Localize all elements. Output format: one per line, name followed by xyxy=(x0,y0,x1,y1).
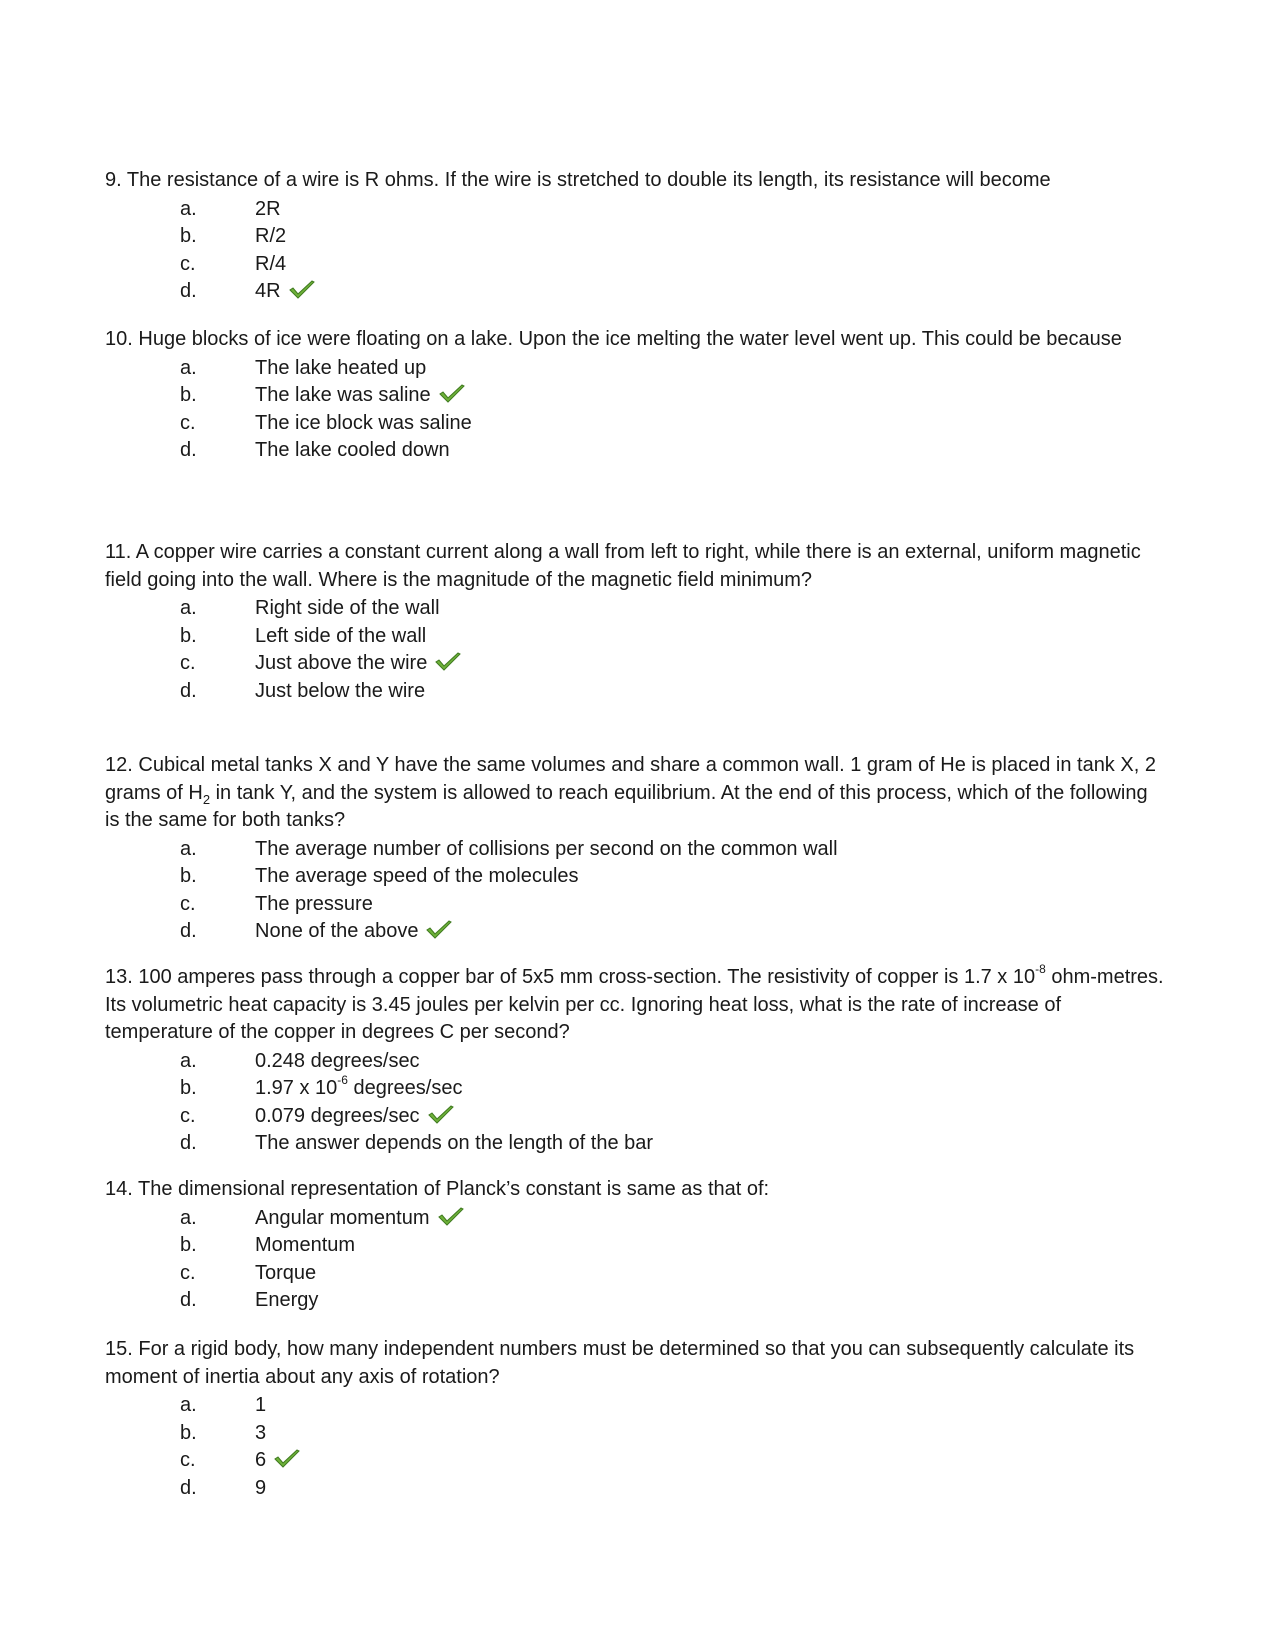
option-text: 6 xyxy=(255,1447,302,1475)
option-text: Just below the wire xyxy=(255,679,426,702)
option-text: The lake cooled down xyxy=(255,439,450,461)
option-b xyxy=(105,863,1165,891)
option-letter: c. xyxy=(180,892,196,915)
option-b xyxy=(105,1232,1165,1260)
question-12 xyxy=(105,752,1165,946)
checkmark-icon xyxy=(424,919,454,941)
option-letter: c. xyxy=(180,1104,196,1127)
question-stem: 15. For a rigid body, how many independent numbers must be determined so that you can subsequently calculate its moment of inertia about any axis of rotation? xyxy=(105,1338,1135,1388)
option-text: Energy xyxy=(255,1289,319,1311)
option-letter: c. xyxy=(180,1261,196,1284)
option-b xyxy=(105,223,1165,251)
checkmark-icon xyxy=(426,1104,456,1126)
option-text: 2R xyxy=(255,197,281,220)
option-text: 0.079 degrees/sec xyxy=(255,1103,456,1131)
option-c xyxy=(105,891,1165,919)
option-text: Torque xyxy=(255,1261,317,1284)
option-d xyxy=(105,278,1165,306)
option-text: Just above the wire xyxy=(255,650,463,678)
option-d xyxy=(105,1287,1165,1315)
option-letter: b. xyxy=(180,1234,197,1256)
option-letter: b. xyxy=(180,384,197,406)
option-c xyxy=(105,1447,1165,1475)
option-text: Right side of the wall xyxy=(255,597,440,619)
checkmark-icon xyxy=(436,1206,466,1228)
option-letter: a. xyxy=(180,597,197,619)
option-text: The average speed of the molecules xyxy=(255,865,579,887)
option-b xyxy=(105,382,1165,410)
option-text: 4R xyxy=(255,278,317,306)
option-list xyxy=(105,196,1165,306)
question-10 xyxy=(105,326,1165,465)
option-text: 3 xyxy=(255,1421,267,1444)
option-c xyxy=(105,1260,1165,1288)
option-list xyxy=(105,1392,1165,1502)
option-text: 1.97 x $10^{-6}$ degrees/sec xyxy=(255,1073,463,1099)
checkmark-icon xyxy=(287,279,317,301)
option-text: None of the above xyxy=(255,918,454,946)
option-letter: d. xyxy=(180,1132,197,1154)
option-letter: d. xyxy=(180,1289,197,1311)
question-stem: 14. The dimensional representation of Planck’s constant is same as that of: xyxy=(105,1178,770,1200)
option-list xyxy=(105,355,1165,465)
checkmark-icon xyxy=(272,1448,302,1470)
option-letter: a. xyxy=(180,1206,197,1229)
option-text: The lake was saline xyxy=(255,382,467,410)
option-c xyxy=(105,251,1165,279)
option-a xyxy=(105,1205,1165,1233)
option-letter: d. xyxy=(180,439,197,461)
option-text: The lake heated up xyxy=(255,356,427,379)
question-stem: 13. 100 amperes pass through a copper bar of 5x5 mm cross-section. The resistivity of copper is 1.7 x $10^{-8}$ ohm-metres. Its volumetric heat capacity is 3.45 joules per kelvin per cc. Ignoring heat loss, what is the rate of increase of temperature of the copper in degrees C per second? xyxy=(105,962,1164,1043)
option-letter: a. xyxy=(180,837,197,860)
option-letter: a. xyxy=(180,197,197,220)
option-text: The average number of collisions per second on the common wall xyxy=(255,837,838,860)
option-d xyxy=(105,918,1165,946)
option-letter: a. xyxy=(180,356,197,379)
option-d xyxy=(105,1130,1165,1158)
option-letter: d. xyxy=(180,679,197,702)
option-d xyxy=(105,1475,1165,1503)
option-text: Angular momentum xyxy=(255,1205,466,1233)
question-15 xyxy=(105,1336,1165,1502)
checkmark-icon xyxy=(433,651,463,673)
option-letter: b. xyxy=(180,865,197,887)
option-a xyxy=(105,1048,1165,1076)
option-letter: b. xyxy=(180,225,197,247)
option-text: R/2 xyxy=(255,225,287,247)
option-text: 1 xyxy=(255,1394,267,1416)
option-letter: b. xyxy=(180,1421,197,1444)
question-9 xyxy=(105,167,1165,306)
option-letter: a. xyxy=(180,1049,197,1072)
question-stem: 11. A copper wire carries a constant current along a wall from left to right, while there is an external, uniform magnetic field going into the wall. Where is the magnitude of the magnetic field minimum? xyxy=(105,541,1141,591)
question-13 xyxy=(105,964,1165,1158)
option-b xyxy=(105,623,1165,651)
option-text: The pressure xyxy=(255,892,373,915)
option-a xyxy=(105,1392,1165,1420)
option-letter: d. xyxy=(180,280,197,302)
option-text: Left side of the wall xyxy=(255,624,427,647)
question-stem: 12. Cubical metal tanks X and Y have the same volumes and share a common wall. 1 gram of He is placed in tank X, 2 grams of $H_2$ in tank Y, and the system is allowed to reach equilibrium. At the end of this process, which of the following is the same for both tanks? xyxy=(105,754,1156,831)
option-text: 0.248 degrees/sec xyxy=(255,1049,420,1072)
option-letter: d. xyxy=(180,1476,197,1499)
option-letter: b. xyxy=(180,1077,197,1099)
option-c xyxy=(105,650,1165,678)
option-letter: d. xyxy=(180,920,197,942)
option-b xyxy=(105,1075,1165,1103)
option-letter: c. xyxy=(180,652,196,674)
checkmark-icon xyxy=(437,383,467,405)
option-a xyxy=(105,836,1165,864)
option-letter: c. xyxy=(180,1449,196,1471)
option-list xyxy=(105,1048,1165,1158)
option-letter: c. xyxy=(180,411,196,434)
option-text: 9 xyxy=(255,1476,267,1499)
option-a xyxy=(105,595,1165,623)
option-letter: a. xyxy=(180,1394,197,1416)
question-11 xyxy=(105,539,1165,705)
option-a xyxy=(105,355,1165,383)
option-letter: b. xyxy=(180,624,197,647)
option-text: Momentum xyxy=(255,1234,356,1256)
question-14 xyxy=(105,1176,1165,1315)
option-list xyxy=(105,1205,1165,1315)
option-c xyxy=(105,1103,1165,1131)
option-a xyxy=(105,196,1165,224)
option-d xyxy=(105,678,1165,706)
option-letter: c. xyxy=(180,252,196,275)
option-text: The answer depends on the length of the bar xyxy=(255,1132,654,1154)
question-stem: 9. The resistance of a wire is R ohms. If the wire is stretched to double its length, its resistance will become xyxy=(105,169,1051,191)
option-text: R/4 xyxy=(255,252,287,275)
question-stem: 10. Huge blocks of ice were floating on a lake. Upon the ice melting the water level went up. This could be because xyxy=(105,328,1122,350)
option-list xyxy=(105,836,1165,946)
option-text: The ice block was saline xyxy=(255,411,472,434)
option-d xyxy=(105,437,1165,465)
option-list xyxy=(105,595,1165,705)
option-c xyxy=(105,410,1165,438)
option-b xyxy=(105,1420,1165,1448)
